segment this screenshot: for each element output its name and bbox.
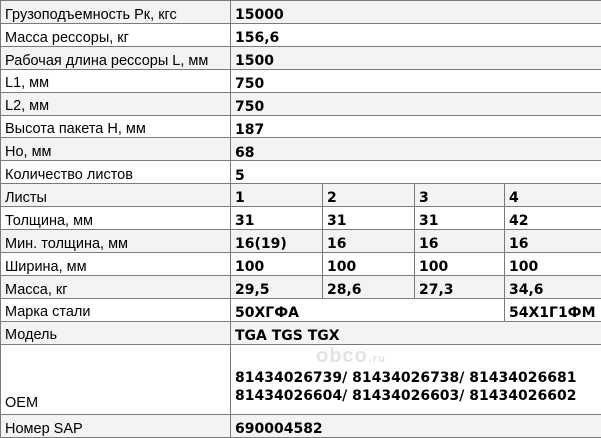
capacity-value: 15000 <box>231 1 601 24</box>
steel-label: Марка стали <box>1 298 231 321</box>
min-thickness-1: 16(19) <box>231 230 323 253</box>
row-oem <box>1 344 601 414</box>
l2-label: L2, мм <box>1 92 231 115</box>
width-2: 100 <box>323 252 415 275</box>
leaves-label: Листы <box>1 184 231 207</box>
row-l1 <box>1 69 601 92</box>
oem-line-1: 81434026739/ 81434026738/ 81434026681 <box>235 369 577 386</box>
sap-label: Номер SAP <box>1 414 231 437</box>
watermark-text: obco <box>316 345 368 367</box>
row-pack-height <box>1 115 601 138</box>
leaf-number-3: 3 <box>415 184 505 207</box>
thickness-4: 42 <box>505 207 601 230</box>
l1-label: L1, мм <box>1 69 231 92</box>
pack-height-label: Высота пакета H, мм <box>1 115 231 138</box>
width-4: 100 <box>505 252 601 275</box>
row-leaf-count <box>1 161 601 184</box>
h0-label: Hо, мм <box>1 138 231 161</box>
l2-value: 750 <box>231 92 601 115</box>
pack-height-value: 187 <box>231 115 601 138</box>
row-weight <box>1 275 601 298</box>
sap-value: 690004582 <box>231 414 601 437</box>
width-label: Ширина, мм <box>1 252 231 275</box>
weight-4: 34,6 <box>505 275 601 298</box>
weight-2: 28,6 <box>323 275 415 298</box>
work-length-value: 1500 <box>231 46 601 69</box>
row-mass <box>1 23 601 46</box>
watermark-suffix: .ru <box>368 353 386 365</box>
capacity-label: Грузоподъемность Рк, кгс <box>1 1 231 24</box>
row-l2 <box>1 92 601 115</box>
thickness-1: 31 <box>231 207 323 230</box>
leaf-count-label: Количество листов <box>1 161 231 184</box>
min-thickness-2: 16 <box>323 230 415 253</box>
thickness-3: 31 <box>415 207 505 230</box>
row-leaves <box>1 184 601 207</box>
leaf-number-1: 1 <box>231 184 323 207</box>
leaf-number-4: 4 <box>505 184 601 207</box>
row-work-length <box>1 46 601 69</box>
thickness-label: Толщина, мм <box>1 207 231 230</box>
oem-label: OEM <box>1 344 231 414</box>
work-length-label: Рабочая длина рессоры L, мм <box>1 46 231 69</box>
width-1: 100 <box>231 252 323 275</box>
oem-value <box>231 344 601 414</box>
steel-grade-1: 50ХГФА <box>231 298 505 321</box>
row-capacity <box>1 1 601 24</box>
row-width <box>1 252 601 275</box>
row-sap <box>1 414 601 437</box>
row-h0 <box>1 138 601 161</box>
weight-3: 27,3 <box>415 275 505 298</box>
min-thickness-3: 16 <box>415 230 505 253</box>
min-thickness-label: Мин. толщина, мм <box>1 230 231 253</box>
leaf-number-2: 2 <box>323 184 415 207</box>
mass-label: Масса рессоры, кг <box>1 23 231 46</box>
leaf-count-value: 5 <box>231 161 601 184</box>
steel-grade-2: 54Х1Г1ФМ <box>505 298 601 321</box>
row-min-thickness <box>1 230 601 253</box>
model-value: TGA TGS TGX <box>231 321 601 344</box>
mass-value: 156,6 <box>231 23 601 46</box>
width-3: 100 <box>415 252 505 275</box>
oem-line-2: 81434026604/ 81434026603/ 81434026602 <box>235 388 577 405</box>
thickness-2: 31 <box>323 207 415 230</box>
row-steel <box>1 298 601 321</box>
row-model <box>1 321 601 344</box>
min-thickness-4: 16 <box>505 230 601 253</box>
h0-value: 68 <box>231 138 601 161</box>
weight-label: Масса, кг <box>1 275 231 298</box>
row-thickness <box>1 207 601 230</box>
model-label: Модель <box>1 321 231 344</box>
l1-value: 750 <box>231 69 601 92</box>
weight-1: 29,5 <box>231 275 323 298</box>
